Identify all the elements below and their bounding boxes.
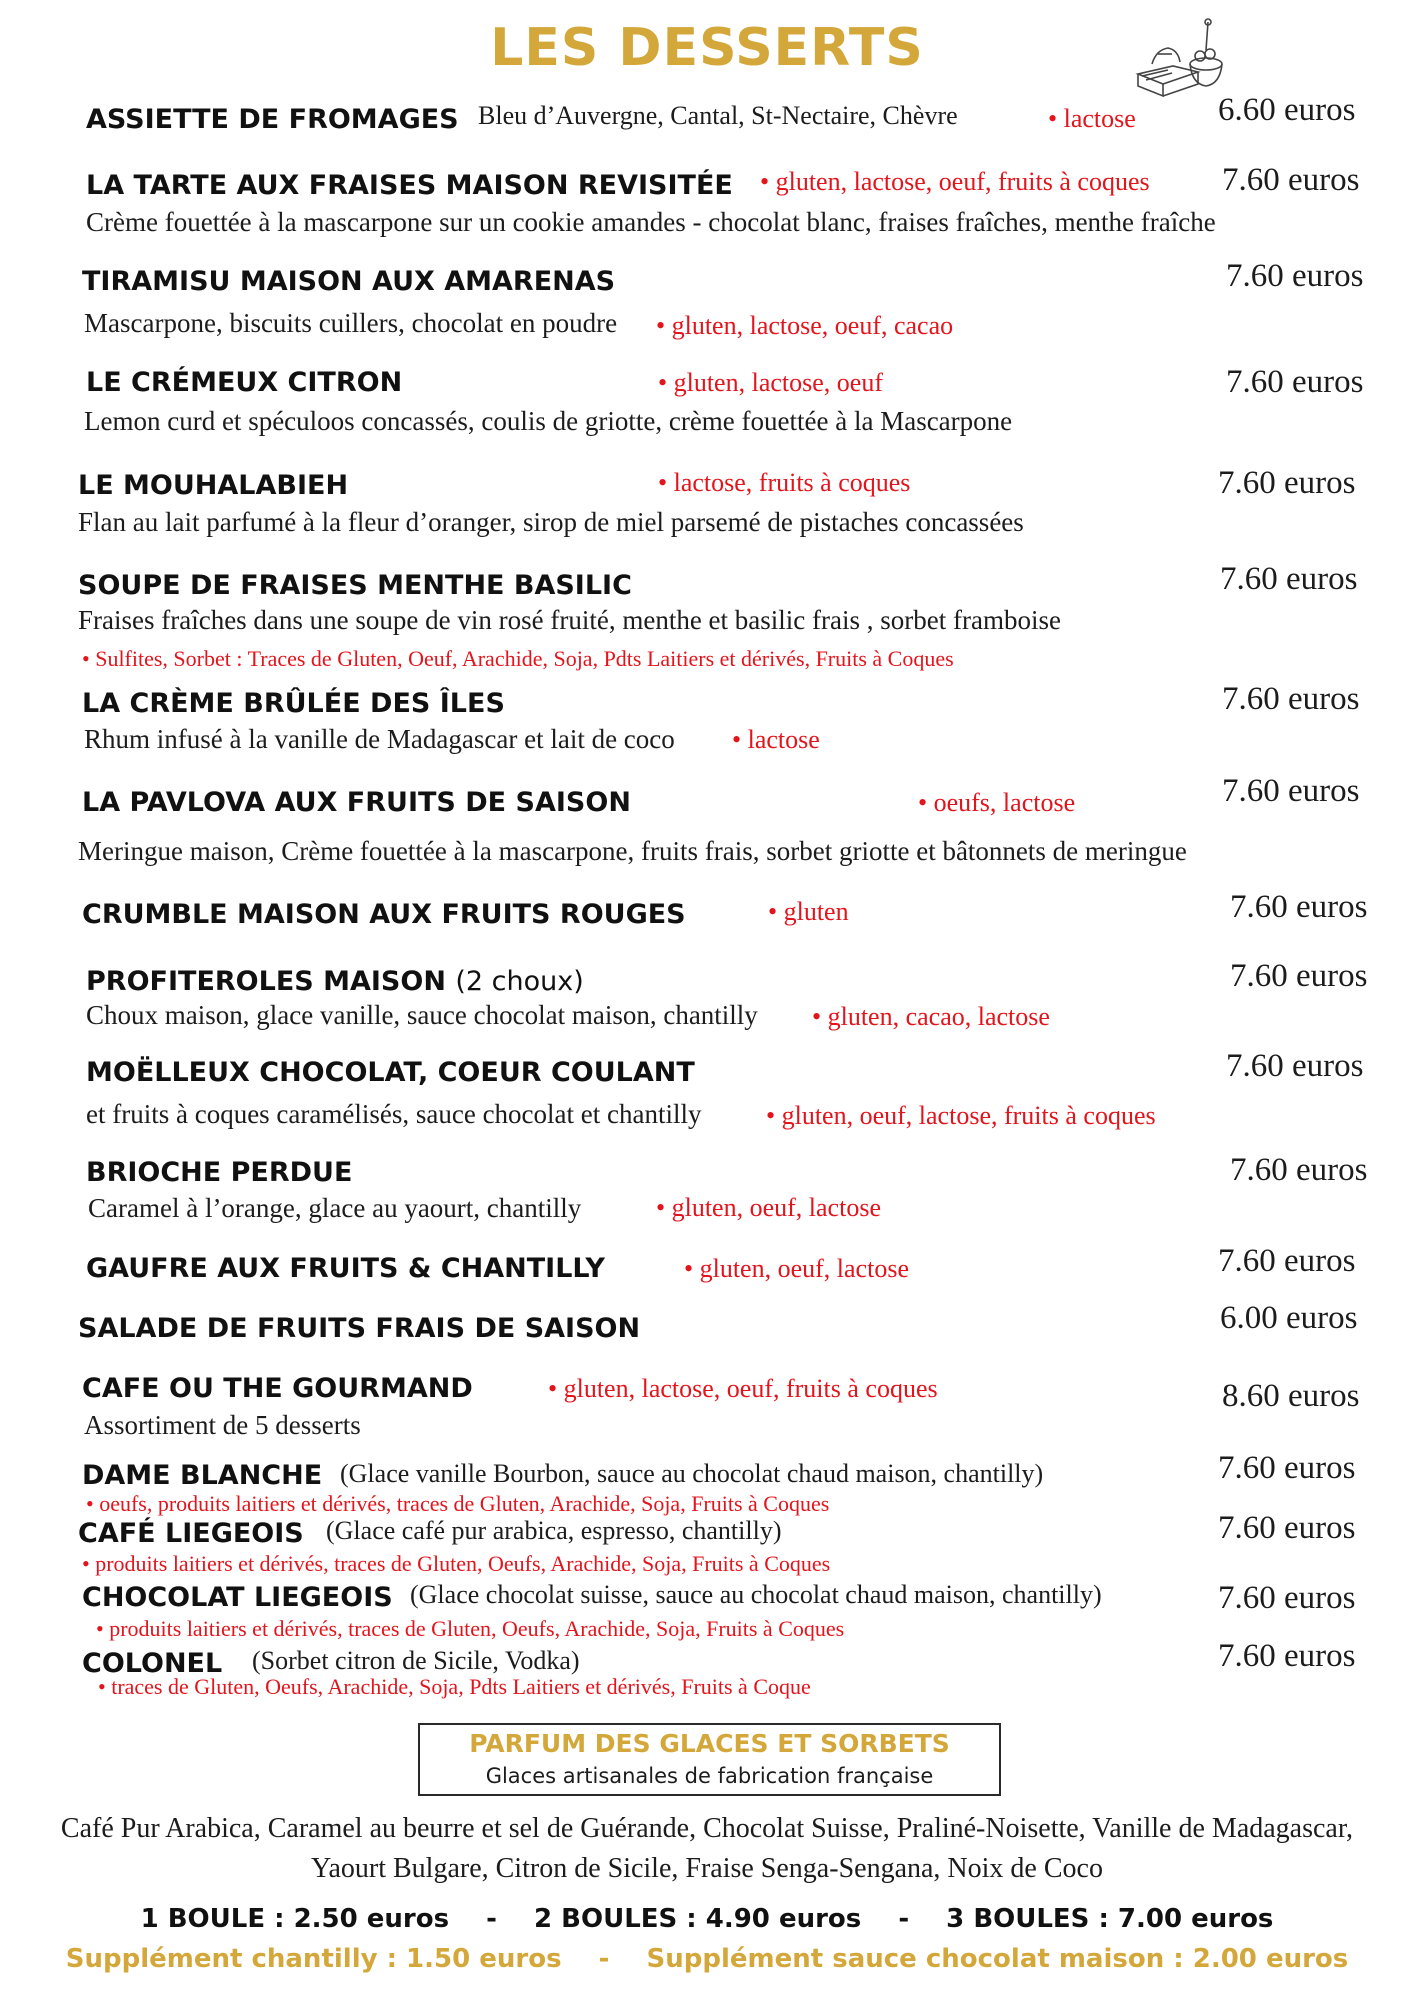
dessert-description: (Glace café pur arabica, espresso, chantilly) [326, 1516, 782, 1545]
dessert-price: 7.60 euros [1230, 958, 1368, 994]
dessert-price: 7.60 euros [1218, 1638, 1356, 1674]
supplement-chocolat: Supplément sauce chocolat maison : 2.00 euros [646, 1944, 1349, 1974]
dessert-name: SALADE DE FRUITS FRAIS DE SAISON [78, 1313, 641, 1344]
dessert-description: (Glace vanille Bourbon, sauce au chocolat chaud maison, chantilly) [340, 1459, 1044, 1488]
supplements [0, 1944, 1414, 1974]
allergen-list: • lactose, fruits à coques [658, 468, 910, 498]
dessert-price: 7.60 euros [1222, 681, 1360, 717]
separator: - [898, 1904, 910, 1934]
dessert-name: CAFÉ LIEGEOIS [78, 1518, 304, 1549]
allergen-list: • oeufs, lactose [918, 788, 1075, 818]
dessert-name [86, 966, 584, 997]
dessert-name: ASSIETTE DE FROMAGES [86, 104, 459, 135]
dessert-description: (Glace chocolat suisse, sauce au chocolat chaud maison, chantilly) [410, 1580, 1102, 1609]
allergen-list: • gluten, lactose, oeuf [658, 368, 883, 398]
allergen-list: • gluten, oeuf, lactose [684, 1254, 909, 1284]
dessert-name: CRUMBLE MAISON AUX FRUITS ROUGES [82, 899, 686, 930]
dessert-price: 7.60 euros [1230, 889, 1368, 925]
price-two-scoops: 2 BOULES : 4.90 euros [534, 1904, 862, 1934]
dessert-price: 7.60 euros [1222, 773, 1360, 809]
allergen-list: • gluten, oeuf, lactose, fruits à coques [766, 1101, 1156, 1131]
dessert-description: (Sorbet citron de Sicile, Vodka) [252, 1646, 580, 1675]
dessert-name: COLONEL [82, 1648, 223, 1679]
dessert-name-text: PROFITEROLES MAISON [86, 966, 446, 997]
dessert-price: 6.60 euros [1218, 92, 1356, 128]
dessert-name: CHOCOLAT LIEGEOIS [82, 1582, 393, 1613]
page-title: LES DESSERTS [490, 18, 924, 78]
dessert-name: TIRAMISU MAISON AUX AMARENAS [82, 266, 616, 297]
allergen-list: • gluten, lactose, oeuf, fruits à coques [548, 1374, 938, 1404]
allergen-list: • gluten [768, 897, 849, 927]
dessert-name: LE MOUHALABIEH [78, 470, 349, 501]
allergen-list: • gluten, lactose, oeuf, fruits à coques [760, 167, 1150, 197]
allergen-list: • Sulfites, Sorbet : Traces de Gluten, Oeuf, Arachide, Soja, Pdts Laitiers et dérivés, Fruits à Coques [82, 646, 954, 672]
dessert-price: 7.60 euros [1222, 162, 1360, 198]
dessert-description: Meringue maison, Crème fouettée à la mascarpone, fruits frais, sorbet griotte et bâtonnets de meringue [78, 836, 1187, 866]
dessert-price: 7.60 euros [1220, 561, 1358, 597]
dessert-name: DAME BLANCHE [82, 1460, 323, 1491]
ice-cream-box-subtitle: Glaces artisanales de fabrication française [485, 1764, 934, 1788]
dessert-name: LE CRÉMEUX CITRON [86, 367, 403, 398]
dessert-price: 6.00 euros [1220, 1300, 1358, 1336]
scoop-pricing [0, 1904, 1414, 1934]
dessert-sketch-icon [1128, 14, 1228, 100]
dessert-price: 7.60 euros [1218, 1580, 1356, 1616]
dessert-description: Choux maison, glace vanille, sauce chocolat maison, chantilly [86, 1000, 758, 1030]
dessert-name: LA CRÈME BRÛLÉE DES ÎLES [82, 688, 505, 719]
allergen-list: • traces de Gluten, Oeufs, Arachide, Soja, Pdts Laitiers et dérivés, Fruits à Coque [98, 1674, 811, 1700]
dessert-name: SOUPE DE FRAISES MENTHE BASILIC [78, 570, 632, 601]
dessert-name: GAUFRE AUX FRUITS & CHANTILLY [86, 1253, 605, 1284]
dessert-name: LA TARTE AUX FRAISES MAISON REVISITÉE [86, 170, 733, 201]
dessert-description: Rhum infusé à la vanille de Madagascar et lait de coco [84, 724, 675, 754]
dessert-description: Caramel à l’orange, glace au yaourt, chantilly [88, 1193, 582, 1223]
dessert-description: Lemon curd et spéculoos concassés, coulis de griotte, crème fouettée à la Mascarpone [84, 406, 1013, 436]
separator: - [486, 1904, 497, 1934]
dessert-price: 8.60 euros [1222, 1378, 1360, 1414]
allergen-list: • gluten, cacao, lactose [812, 1002, 1050, 1032]
allergen-list: • gluten, lactose, oeuf, cacao [656, 311, 953, 341]
dessert-name-suffix: (2 choux) [455, 966, 584, 997]
price-one-scoop: 1 BOULE : 2.50 euros [140, 1904, 450, 1934]
dessert-price: 7.60 euros [1226, 258, 1364, 294]
dessert-price: 7.60 euros [1218, 1450, 1356, 1486]
dessert-description: Fraises fraîches dans une soupe de vin rosé fruité, menthe et basilic frais , sorbet framboise [78, 605, 1061, 635]
dessert-price: 7.60 euros [1230, 1152, 1368, 1188]
dessert-price: 7.60 euros [1226, 364, 1364, 400]
dessert-description: et fruits à coques caramélisés, sauce chocolat et chantilly [86, 1099, 702, 1129]
dessert-price: 7.60 euros [1218, 1510, 1356, 1546]
dessert-price: 7.60 euros [1218, 1243, 1356, 1279]
dessert-price: 7.60 euros [1226, 1048, 1364, 1084]
dessert-price: 7.60 euros [1218, 465, 1356, 501]
dessert-description: Crème fouettée à la mascarpone sur un cookie amandes - chocolat blanc, fraises fraîches, menthe fraîche [86, 207, 1216, 237]
allergen-list: • lactose [732, 725, 820, 755]
dessert-description: Assortiment de 5 desserts [84, 1410, 361, 1440]
price-three-scoops: 3 BOULES : 7.00 euros [946, 1904, 1274, 1934]
dessert-name: MOËLLEUX CHOCOLAT, COEUR COULANT [86, 1057, 695, 1088]
flavors-line: Yaourt Bulgare, Citron de Sicile, Fraise Senga-Sengana, Noix de Coco [311, 1853, 1103, 1884]
dessert-name: LA PAVLOVA AUX FRUITS DE SAISON [82, 787, 631, 818]
allergen-list: • produits laitiers et dérivés, traces de Gluten, Oeufs, Arachide, Soja, Fruits à Coques [82, 1551, 830, 1577]
ice-cream-box-title: PARFUM DES GLACES ET SORBETS [469, 1729, 950, 1758]
flavors-line: Café Pur Arabica, Caramel au beurre et sel de Guérande, Chocolat Suisse, Praliné-Noisette, Vanille de Madagascar, [60, 1813, 1354, 1844]
supplement-chantilly: Supplément chantilly : 1.50 euros [65, 1944, 562, 1974]
allergen-list: • produits laitiers et dérivés, traces de Gluten, Oeufs, Arachide, Soja, Fruits à Coques [96, 1616, 844, 1642]
separator: - [598, 1944, 610, 1974]
dessert-name: BRIOCHE PERDUE [86, 1157, 353, 1188]
dessert-description: Bleu d’Auvergne, Cantal, St-Nectaire, Chèvre [478, 101, 958, 130]
dessert-description: Mascarpone, biscuits cuillers, chocolat en poudre [84, 308, 618, 338]
allergen-list: • oeufs, produits laitiers et dérivés, traces de Gluten, Arachide, Soja, Fruits à Coques [86, 1491, 829, 1517]
dessert-description: Flan au lait parfumé à la fleur d’oranger, sirop de miel parsemé de pistaches concassées [78, 507, 1024, 537]
allergen-list: • gluten, oeuf, lactose [656, 1193, 881, 1223]
dessert-name: CAFE OU THE GOURMAND [82, 1373, 473, 1404]
allergen-list: • lactose [1048, 104, 1136, 134]
